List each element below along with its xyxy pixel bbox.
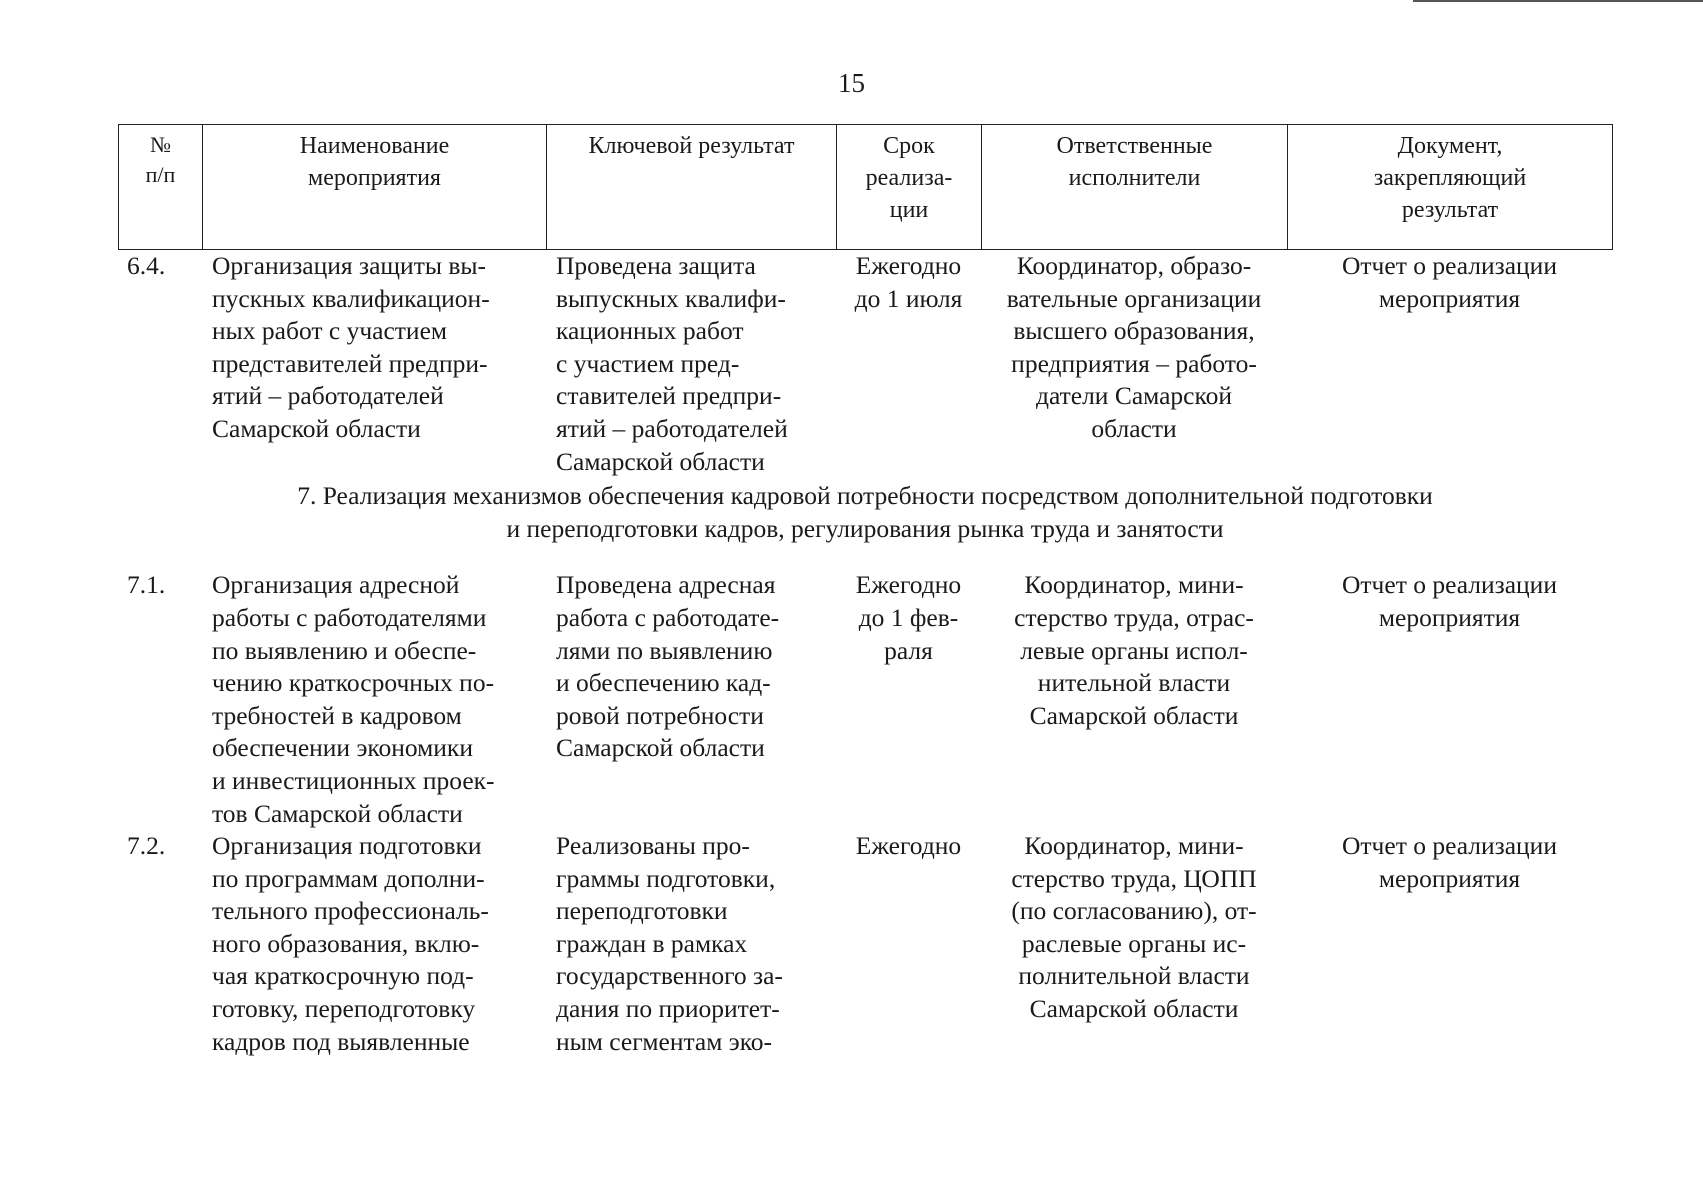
- header-number: № п/п: [119, 125, 203, 250]
- header-result: Ключевой результат: [547, 125, 837, 250]
- page-number: 15: [838, 68, 865, 98]
- row-result: Проведена защита выпускных квалифи- кационных работ с участием пред- ставителей предпри- ятий – работодателей Самарской области: [556, 251, 788, 476]
- header-responsible: Ответственные исполнители: [982, 125, 1288, 250]
- row-document: Отчет о реализации мероприятия: [1342, 251, 1557, 313]
- row-result: Проведена адресная работа с работодате- лями по выявлению и обеспечению кад- ровой потребности Самарской области: [556, 570, 780, 763]
- table-row: [118, 569, 1612, 830]
- row-responsible: Координатор, мини- стерство труда, ЦОПП (по согласованию), от- раслевые органы ис- полнительной власти Самарской области: [1011, 831, 1257, 1024]
- row-responsible: Координатор, мини- стерство труда, отрас- левые органы испол- нительной власти Самарской области: [1014, 570, 1254, 730]
- row-name: Организация защиты вы- пускных квалификацион- ных работ с участием представителей предпри- ятий – работодателей Самарской области: [212, 251, 490, 443]
- row-number: 7.2.: [127, 831, 166, 861]
- table-row: [118, 830, 1612, 1058]
- section-title: 7. Реализация механизмов обеспечения кадровой потребности посредством дополнительной подготовки и переподготовки кадров, регулирования рынка труда и занятости: [297, 481, 1433, 543]
- row-document: Отчет о реализации мероприятия: [1342, 570, 1557, 632]
- header-name: Наименование мероприятия: [203, 125, 547, 250]
- row-responsible: Координатор, образо- вательные организации высшего образования, предприятия – работо- датели Самарской области: [1006, 251, 1262, 443]
- table-row: [118, 250, 1612, 478]
- row-document: Отчет о реализации мероприятия: [1342, 831, 1557, 893]
- scan-edge-rule: [1413, 0, 1703, 2]
- row-number: 7.1.: [127, 570, 166, 600]
- table-header: [118, 124, 1613, 250]
- header-term: Срок реализа- ции: [837, 125, 982, 250]
- row-term: Ежегодно до 1 фев- раля: [855, 570, 962, 665]
- row-term: Ежегодно до 1 июля: [854, 251, 963, 313]
- header-document: Документ, закрепляющий результат: [1288, 125, 1613, 250]
- row-result: Реализованы про- граммы подготовки, переподготовки граждан в рамках государственного за- дания по приоритет- ным сегментам эко-: [556, 831, 783, 1056]
- row-name: Организация подготовки по программам дополни- тельного профессиональ- ного образования, вклю- чая краткосрочную под- готовку, переподготовку кадров под выявленные: [212, 831, 489, 1056]
- row-number: 6.4.: [127, 251, 166, 280]
- row-name: Организация адресной работы с работодателями по выявлению и обеспе- чению краткосрочных по- требностей в кадровом обеспечении экономики и инвестиционных проек- тов Самарской области: [212, 570, 495, 828]
- row-term: Ежегодно: [855, 831, 962, 861]
- table-body: [118, 250, 1612, 1058]
